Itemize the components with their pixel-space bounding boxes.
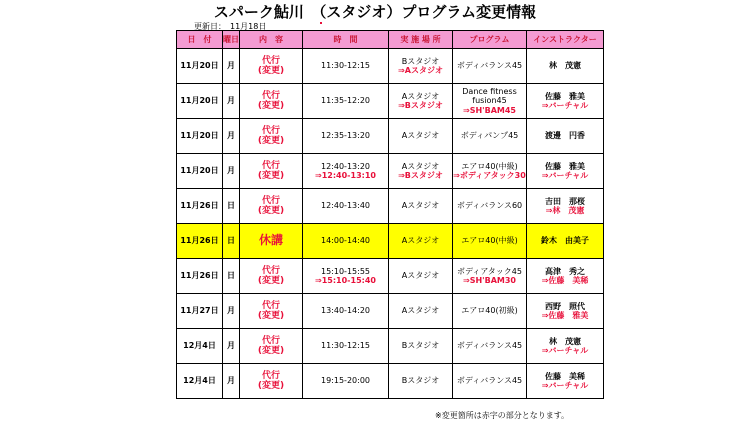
cell-time [303,364,389,399]
cell-line: 代行 [261,335,280,346]
cell-line: 代行 [261,55,280,66]
updated-date: 更新日： 11月18日 [194,22,267,31]
cell-instructor [527,84,604,119]
cell-date: 11月26日 [177,189,223,224]
cell-line: (変更) [257,206,285,216]
cell-dow: 月 [223,294,240,329]
cell-dow: 月 [223,364,240,399]
cell-program [453,329,527,364]
cell-line: 代行 [261,90,280,101]
cell-time [303,224,389,259]
cell-line: ⇒バーチャル [541,381,589,390]
cell-time [303,294,389,329]
cell-line: Aスタジオ [401,236,440,246]
cell-line: 吉田 那桜 [545,196,585,206]
page-title: スパーク鮎川 （スタジオ）プログラム変更情報 [213,3,537,21]
cell-line: Aスタジオ [401,131,440,141]
cell-dow: 月 [223,154,240,189]
cell-instructor [527,259,604,294]
cell-date: 11月27日 [177,294,223,329]
header-dow: 曜日 [223,31,240,49]
red-marker [320,22,322,24]
cell-line: 12:35-13:20 [321,131,370,141]
cell-time [303,119,389,154]
cell-date: 11月20日 [177,84,223,119]
cell-line: エアロ40(中級) [461,161,518,171]
cell-line: (変更) [257,171,285,181]
cell-status [240,189,303,224]
cell-line: 林 茂憲 [549,61,581,71]
cell-line: 代行 [261,195,280,206]
cell-line: ⇒佐藤 美稀 [541,276,589,285]
cell-line: ⇒佐藤 雅美 [541,311,589,320]
cell-date: 11月20日 [177,119,223,154]
table-row [177,329,604,364]
cell-line: 林 茂憲 [549,336,581,346]
table-row [177,364,604,399]
header-program: プログラム [453,31,527,49]
cell-date: 12月4日 [177,329,223,364]
table-header-row [177,31,604,49]
cell-line: 代行 [261,370,280,381]
cell-program [453,259,527,294]
cell-dow: 日 [223,224,240,259]
cell-time [303,49,389,84]
cell-program [453,119,527,154]
header-instructor: インストラクター [527,31,604,49]
cell-date: 11月20日 [177,49,223,84]
cell-line: ⇒ボディアタック30 [453,171,526,180]
cell-status [240,329,303,364]
cell-line: ボディバランス45 [456,61,523,71]
cell-line: (変更) [257,136,285,146]
cell-line: 佐藤 美稀 [545,371,585,381]
cell-line: (変更) [257,311,285,321]
cell-line: (変更) [257,66,285,76]
cell-line: (変更) [257,276,285,286]
cell-line: 休講 [258,233,283,248]
cell-instructor [527,329,604,364]
cell-line: Bスタジオ [401,341,440,351]
cell-line: 代行 [261,300,280,311]
table-row [177,154,604,189]
table-row [177,84,604,119]
cell-line: 19:15-20:00 [321,376,370,386]
cell-dow: 月 [223,329,240,364]
cell-line: 佐藤 雅美 [545,161,585,171]
cell-line: ⇒バーチャル [541,101,589,110]
cell-date: 11月20日 [177,154,223,189]
cell-line: 11:30-12:15 [321,61,370,71]
cell-line: ⇒SH'BAM45 [463,105,516,115]
cell-line: 13:40-14:20 [321,306,370,316]
cell-program [453,49,527,84]
cell-line: エアロ40(中級) [461,236,518,246]
cell-line: ⇒Bスタジオ [398,171,443,180]
table-row [177,189,604,224]
cell-time [303,259,389,294]
cell-line: ⇒Aスタジオ [398,66,443,75]
table-row [177,224,604,259]
cell-status [240,364,303,399]
table-row [177,49,604,84]
cell-line: ボディバランス45 [456,376,523,386]
cell-program [453,189,527,224]
cell-date: 12月4日 [177,364,223,399]
cell-location [389,119,453,154]
cell-location [389,189,453,224]
header-content: 内 容 [240,31,303,49]
cell-program [453,84,527,119]
table-row [177,259,604,294]
cell-dow: 月 [223,84,240,119]
cell-program [453,154,527,189]
cell-line: 佐藤 雅美 [545,91,585,101]
cell-location [389,49,453,84]
cell-date: 11月26日 [177,224,223,259]
cell-status [240,84,303,119]
cell-line: ⇒バーチャル [541,171,589,180]
cell-line: 12:40-13:20 [321,161,370,171]
cell-line: 14:00-14:40 [321,236,370,246]
cell-location [389,294,453,329]
cell-location [389,84,453,119]
cell-line: ⇒SH'BAM30 [463,276,516,285]
cell-line: ボディバランス60 [456,201,523,211]
cell-line: 12:40-13:40 [321,201,370,211]
cell-line: Aスタジオ [401,306,440,316]
cell-line: ⇒バーチャル [541,346,589,355]
cell-instructor [527,224,604,259]
cell-dow: 日 [223,189,240,224]
cell-instructor [527,119,604,154]
cell-line: Bスタジオ [401,56,440,66]
cell-line: ボディアタック45 [457,266,522,276]
cell-status [240,154,303,189]
cell-line: (変更) [257,381,285,391]
cell-status [240,119,303,154]
cell-line: 11:35-12:20 [321,96,370,106]
table-row [177,119,604,154]
cell-time [303,189,389,224]
header-location: 実 施 場 所 [389,31,453,49]
cell-line: Aスタジオ [401,161,440,171]
cell-status [240,224,303,259]
cell-line: 高津 秀之 [545,266,585,276]
cell-instructor [527,364,604,399]
cell-status [240,259,303,294]
footnote: ※変更箇所は赤字の部分となります。 [435,411,570,420]
cell-line: Aスタジオ [401,91,440,101]
cell-line: Aスタジオ [401,271,440,281]
cell-line: (変更) [257,346,285,356]
cell-line: 鈴木 由美子 [541,236,589,246]
cell-dow: 月 [223,119,240,154]
cell-line: ⇒林 茂憲 [545,206,585,215]
cell-instructor [527,294,604,329]
cell-line: Bスタジオ [401,376,440,386]
cell-line: ⇒15:10-15:40 [315,276,376,285]
cell-location [389,224,453,259]
cell-location [389,154,453,189]
cell-line: 西野 照代 [545,301,585,311]
cell-program [453,224,527,259]
cell-line: fusion45 [472,96,507,106]
cell-line: 11:30-12:15 [321,341,370,351]
cell-dow: 月 [223,49,240,84]
cell-location [389,364,453,399]
cell-program [453,294,527,329]
cell-location [389,259,453,294]
cell-program [453,364,527,399]
cell-line: 15:10-15:55 [321,266,370,276]
cell-line: 代行 [261,125,280,136]
cell-line: (変更) [257,101,285,111]
cell-time [303,154,389,189]
cell-line: エアロ40(初級) [461,306,518,316]
cell-line: Aスタジオ [401,201,440,211]
cell-time [303,84,389,119]
table-row [177,294,604,329]
cell-line: ⇒Bスタジオ [398,101,443,110]
cell-line: ボディパンプ45 [460,131,519,141]
cell-line: 代行 [261,160,280,171]
header-time: 時 間 [303,31,389,49]
cell-line: 代行 [261,265,280,276]
cell-line: ⇒12:40-13:10 [315,171,376,180]
cell-location [389,329,453,364]
header-date: 日 付 [177,31,223,49]
cell-dow: 日 [223,259,240,294]
cell-time [303,329,389,364]
cell-line: ボディバランス45 [456,341,523,351]
cell-status [240,49,303,84]
cell-date: 11月26日 [177,259,223,294]
cell-instructor [527,189,604,224]
cell-status [240,294,303,329]
cell-instructor [527,154,604,189]
schedule-table [176,30,604,399]
cell-line: 渡邊 円香 [545,131,585,141]
cell-line: Dance fitness [462,87,517,97]
cell-instructor [527,49,604,84]
